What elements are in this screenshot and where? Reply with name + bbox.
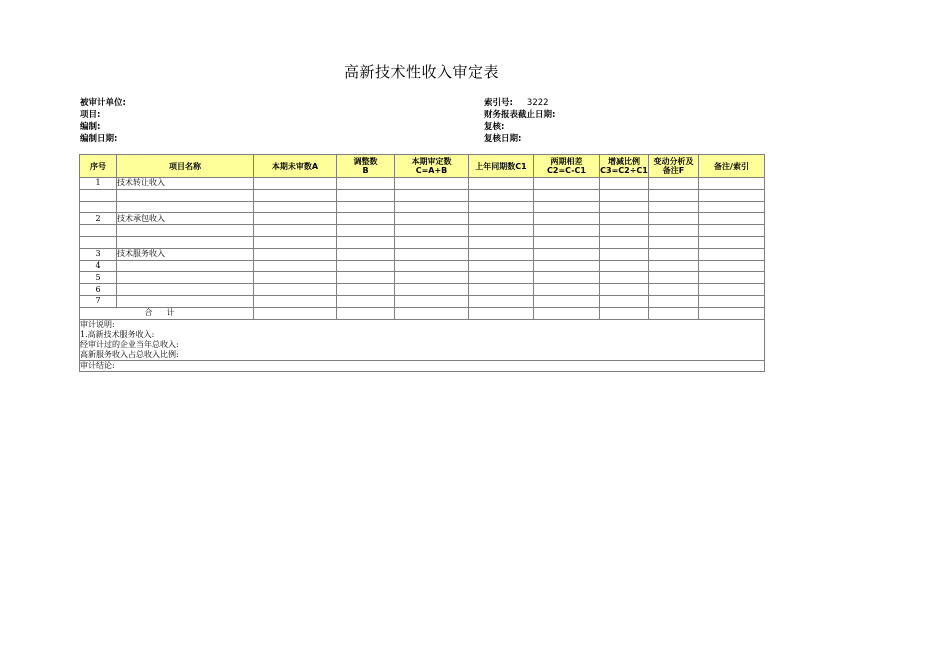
total-cell[interactable] <box>699 307 765 319</box>
row-seq: 6 <box>80 284 117 296</box>
total-cell[interactable] <box>534 307 600 319</box>
index-row <box>484 97 555 109</box>
audit-notes[interactable] <box>80 319 765 360</box>
table-row <box>80 213 765 225</box>
row-value-cell[interactable] <box>649 272 699 284</box>
row-seq: 4 <box>80 260 117 272</box>
row-value-cell[interactable] <box>337 236 395 248</box>
row-value-cell[interactable] <box>534 213 600 225</box>
page-title: 高新技术性收入审定表 <box>343 63 499 81</box>
row-value-cell[interactable] <box>469 225 534 237</box>
total-cell[interactable] <box>254 307 337 319</box>
row-value-cell[interactable] <box>600 236 649 248</box>
row-value-cell[interactable] <box>600 189 649 201</box>
row-value-cell[interactable] <box>699 295 765 307</box>
notes-heading: 审计说明: <box>80 319 115 329</box>
row-value-cell[interactable] <box>649 248 699 260</box>
row-value-cell[interactable] <box>469 236 534 248</box>
row-value-cell[interactable] <box>699 189 765 201</box>
row-value-cell[interactable] <box>254 213 337 225</box>
row-value-cell[interactable] <box>469 189 534 201</box>
total-cell[interactable] <box>337 307 395 319</box>
row-item-name: 技术转让收入 <box>117 178 254 190</box>
table-body <box>80 178 765 308</box>
row-value-cell[interactable] <box>649 236 699 248</box>
table-row <box>80 272 765 284</box>
row-value-cell[interactable] <box>469 178 534 190</box>
total-label: 合计 <box>80 307 254 319</box>
row-value-cell[interactable] <box>469 213 534 225</box>
table-row <box>80 225 765 237</box>
row-seq <box>80 236 117 248</box>
row-value-cell[interactable] <box>254 201 337 213</box>
table-row <box>80 189 765 201</box>
table-row <box>80 284 765 296</box>
row-value-cell[interactable] <box>600 284 649 296</box>
notes-line-ratio: 高新服务收入占总收入比例: <box>80 349 179 359</box>
row-value-cell[interactable] <box>254 260 337 272</box>
audit-table <box>79 154 765 372</box>
header-col-c3-line1: 增减比例 <box>608 157 640 166</box>
row-value-cell[interactable] <box>600 272 649 284</box>
total-cell[interactable] <box>649 307 699 319</box>
row-value-cell[interactable] <box>395 248 469 260</box>
row-seq: 5 <box>80 272 117 284</box>
row-value-cell[interactable] <box>337 213 395 225</box>
row-value-cell[interactable] <box>699 225 765 237</box>
row-value-cell[interactable] <box>337 201 395 213</box>
row-seq: 2 <box>80 213 117 225</box>
row-value-cell[interactable] <box>254 295 337 307</box>
table-row <box>80 201 765 213</box>
row-value-cell[interactable] <box>337 248 395 260</box>
row-value-cell[interactable] <box>600 248 649 260</box>
header-info-left <box>80 97 126 145</box>
row-value-cell[interactable] <box>469 272 534 284</box>
index-label: 索引号: <box>484 98 513 108</box>
row-value-cell[interactable] <box>649 213 699 225</box>
row-value-cell[interactable] <box>699 284 765 296</box>
row-value-cell[interactable] <box>254 178 337 190</box>
row-value-cell[interactable] <box>337 272 395 284</box>
row-value-cell[interactable] <box>649 295 699 307</box>
row-value-cell[interactable] <box>699 272 765 284</box>
row-seq: 3 <box>80 248 117 260</box>
table-row <box>80 236 765 248</box>
row-value-cell[interactable] <box>600 295 649 307</box>
row-value-cell[interactable] <box>395 295 469 307</box>
header-col-f-line1: 变动分析及 <box>653 157 694 166</box>
row-value-cell[interactable] <box>337 225 395 237</box>
row-value-cell[interactable] <box>699 248 765 260</box>
header-name: 项目名称 <box>117 155 254 178</box>
header-col-c-line2: C=A+B <box>415 166 448 175</box>
table-row <box>80 248 765 260</box>
row-value-cell[interactable] <box>649 284 699 296</box>
row-item-name <box>117 236 254 248</box>
row-value-cell[interactable] <box>254 272 337 284</box>
row-value-cell[interactable] <box>534 225 600 237</box>
notes-row <box>80 319 765 360</box>
row-value-cell[interactable] <box>649 225 699 237</box>
row-value-cell[interactable] <box>254 189 337 201</box>
row-value-cell[interactable] <box>337 189 395 201</box>
row-value-cell[interactable] <box>395 213 469 225</box>
table-row <box>80 295 765 307</box>
row-value-cell[interactable] <box>699 213 765 225</box>
row-value-cell[interactable] <box>534 201 600 213</box>
header-col-f <box>649 155 699 178</box>
row-value-cell[interactable] <box>649 189 699 201</box>
row-value-cell[interactable] <box>534 236 600 248</box>
row-value-cell[interactable] <box>600 201 649 213</box>
header-col-c1: 上年同期数C1 <box>469 155 534 178</box>
row-value-cell[interactable] <box>600 178 649 190</box>
row-seq <box>80 201 117 213</box>
row-value-cell[interactable] <box>254 248 337 260</box>
row-value-cell[interactable] <box>469 248 534 260</box>
row-seq: 7 <box>80 295 117 307</box>
header-col-a: 本期未审数A <box>254 155 337 178</box>
row-value-cell[interactable] <box>395 189 469 201</box>
row-item-name <box>117 225 254 237</box>
row-value-cell[interactable] <box>337 178 395 190</box>
row-value-cell[interactable] <box>395 236 469 248</box>
row-item-name <box>117 295 254 307</box>
header-col-b-line1: 调整数 <box>353 157 378 166</box>
conclusion-row <box>80 360 765 372</box>
row-value-cell[interactable] <box>395 284 469 296</box>
header-col-f-line2: 备注F <box>662 166 685 175</box>
header-col-b-line2: B <box>362 166 369 175</box>
row-value-cell[interactable] <box>600 260 649 272</box>
row-value-cell[interactable] <box>337 284 395 296</box>
header-col-b <box>337 155 395 178</box>
header-col-c2-line2: C2=C-C1 <box>547 166 586 175</box>
row-value-cell[interactable] <box>534 284 600 296</box>
row-item-name <box>117 272 254 284</box>
header-col-c2 <box>534 155 600 178</box>
header-info-right <box>484 97 555 145</box>
row-value-cell[interactable] <box>649 260 699 272</box>
notes-line-total-income: 经审计过的企业当年总收入: <box>80 339 179 349</box>
row-value-cell[interactable] <box>469 284 534 296</box>
report-date-label: 财务报表截止日期: <box>484 110 556 120</box>
header-col-c <box>395 155 469 178</box>
total-row <box>80 307 765 319</box>
header-col-c-line1: 本期审定数 <box>411 157 452 166</box>
row-value-cell[interactable] <box>534 272 600 284</box>
total-cell[interactable] <box>469 307 534 319</box>
row-value-cell[interactable] <box>699 236 765 248</box>
row-value-cell[interactable] <box>254 225 337 237</box>
row-value-cell[interactable] <box>649 201 699 213</box>
header-col-c2-line1: 两期相差 <box>550 157 583 166</box>
row-item-name <box>117 201 254 213</box>
index-value: 3222 <box>526 98 549 108</box>
row-value-cell[interactable] <box>395 272 469 284</box>
row-value-cell[interactable] <box>337 295 395 307</box>
row-value-cell[interactable] <box>337 260 395 272</box>
row-value-cell[interactable] <box>469 201 534 213</box>
row-value-cell[interactable] <box>534 260 600 272</box>
notes-line-service-income: 1.高新技术服务收入: <box>80 329 155 339</box>
row-item-name <box>117 189 254 201</box>
row-value-cell[interactable] <box>395 260 469 272</box>
total-cell[interactable] <box>600 307 649 319</box>
header-seq: 序号 <box>80 155 117 178</box>
audit-conclusion[interactable] <box>80 360 765 372</box>
row-item-name: 技术承包收入 <box>117 213 254 225</box>
row-value-cell[interactable] <box>534 295 600 307</box>
row-item-name: 技术服务收入 <box>117 248 254 260</box>
row-seq <box>80 189 117 201</box>
row-seq: 1 <box>80 178 117 190</box>
row-value-cell[interactable] <box>254 236 337 248</box>
row-seq <box>80 225 117 237</box>
row-value-cell[interactable] <box>699 260 765 272</box>
row-value-cell[interactable] <box>254 284 337 296</box>
header-col-c3-line2: C3=C2÷C1 <box>600 166 648 175</box>
row-value-cell[interactable] <box>699 178 765 190</box>
row-item-name <box>117 284 254 296</box>
row-value-cell[interactable] <box>395 225 469 237</box>
row-value-cell[interactable] <box>469 295 534 307</box>
row-value-cell[interactable] <box>649 178 699 190</box>
row-value-cell[interactable] <box>395 178 469 190</box>
header-col-c3 <box>600 155 649 178</box>
row-value-cell[interactable] <box>600 225 649 237</box>
row-value-cell[interactable] <box>534 178 600 190</box>
row-value-cell[interactable] <box>469 260 534 272</box>
table-row <box>80 260 765 272</box>
table-header-row <box>80 155 765 178</box>
row-value-cell[interactable] <box>600 213 649 225</box>
row-item-name <box>117 260 254 272</box>
prepare-date-label: 编制日期: <box>80 134 118 144</box>
reviewer-label: 复核: <box>484 122 505 132</box>
row-value-cell[interactable] <box>699 201 765 213</box>
review-date-label: 复核日期: <box>484 134 522 144</box>
table-row <box>80 178 765 190</box>
preparer-label: 编制: <box>80 122 101 132</box>
auditee-label: 被审计单位: <box>80 98 126 108</box>
row-value-cell[interactable] <box>534 248 600 260</box>
row-value-cell[interactable] <box>395 201 469 213</box>
header-col-ref: 备注/索引 <box>699 155 765 178</box>
row-value-cell[interactable] <box>534 189 600 201</box>
total-cell[interactable] <box>395 307 469 319</box>
project-label: 项目: <box>80 110 101 120</box>
conclusion-heading: 审计结论: <box>80 360 115 370</box>
